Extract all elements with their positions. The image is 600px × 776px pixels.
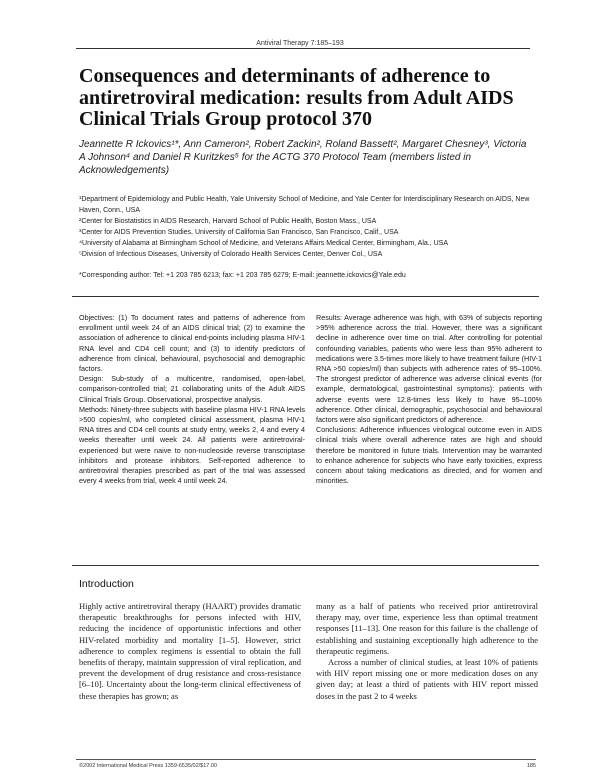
page-number: 185 bbox=[526, 763, 536, 769]
corresponding-author: *Corresponding author: Tel: +1 203 785 6213; fax: +1 203 785 6279; E-mail: jeannette.ickovics@Yale.edu bbox=[79, 272, 406, 279]
intro-paragraph-1: Highly active antiretroviral therapy (HAART) provides dramatic therapeutic breakthroughs for persons infected with HIV, reducing the incidence of opportunistic infections and other HIV-related morbidity and mortality [1–5]. However, strict adherence to complex regimens is essential to obtain the full benefits of therapy, maintain suppression of viral replication, and prevent the development of drug resistance and cross-resistance [6–10]. Uncertainty about the long-term clinical effectiveness of these therapies has grown; as bbox=[79, 601, 301, 701]
intro-left-column bbox=[79, 601, 301, 702]
abstract-right-column bbox=[316, 313, 542, 486]
intro-right-column bbox=[316, 601, 538, 702]
copyright: ©2002 International Medical Press 1359-6535/02/$17.00 bbox=[79, 763, 217, 769]
intro-paragraph-2: Across a number of clinical studies, at least 10% of patients with HIV report missing one or more medication doses on any given day; at least a third of patients with HIV report missed doses in the past 2 to 4 weeks bbox=[316, 657, 538, 701]
affiliation-1: ¹Department of Epidemiology and Public Health, Yale University School of Medicine, and Yale Center for Interdisciplinary Research on AIDS, New Haven, Conn., USA bbox=[79, 196, 530, 214]
affiliation-4: ⁴University of Alabama at Birmingham School of Medicine, and Veterans Affairs Medical Center, Birmingham, Ala., USA bbox=[79, 240, 448, 247]
affiliations bbox=[79, 194, 539, 260]
abstract-conclusions: Conclusions: Adherence influences virological outcome even in AIDS clinical trials where overall adherence rates are high and should therefore be monitored in future trials. Intervention may be warranted to enhance adherence for subjects who have early toxicities, express concern about taking medications as directed, and for women and minorities. bbox=[316, 425, 542, 486]
affiliation-3: ³Center for AIDS Prevention Studies, University of California San Francisco, San Francisco, Calif., USA bbox=[79, 229, 399, 236]
journal-citation: Antiviral Therapy 7:185–193 bbox=[250, 40, 349, 47]
abstract-objectives: Objectives: (1) To document rates and patterns of adherence from enrollment until week 24 of an AIDS clinical trial; (2) to examine the association of adherence to clinical end-points including plasma HIV-1 RNA level and CD4 cell count; and (3) to identify predictors of adherence from clinical, behavioural, psychosocial and demographic factors. bbox=[79, 313, 305, 374]
intro-paragraph-1-cont: many as a half of patients who received prior antiretroviral therapy may, over time, experience less than optimal treatment responses [11–13]. One reason for this failure is the challenge of establishing and sustaining exceptionally high adherence to the therapeutic regimens. bbox=[316, 601, 538, 656]
journal-header bbox=[0, 40, 600, 47]
abstract-left-column bbox=[79, 313, 305, 486]
introduction-heading: Introduction bbox=[79, 578, 134, 590]
affiliation-2: ²Center for Biostatistics in AIDS Research, Harvard School of Public Health, Boston Mass., USA bbox=[79, 218, 377, 225]
affiliation-5: ⁵Division of Infectious Diseases, University of Colorado Health Services Center, Denver Col., USA bbox=[79, 251, 383, 258]
abstract-methods: Methods: Ninety-three subjects with baseline plasma HIV-1 RNA levels >500 copies/ml, who completed clinical assessment, plasma HIV-1 RNA titres and CD4 cell counts at study entry, weeks 2, 4 and every 4 weeks thereafter until week 24. All patients were antiretroviral-experienced but were naive to non-nucleoside reverse transcriptase inhibitors and protease inhibitors. Self-reported adherence to antiretroviral therapies prescribed as part of the trial was assessed every 4 weeks from trial, week 4 until week 24. bbox=[79, 404, 305, 486]
abstract-design: Design: Sub-study of a multicentre, randomised, open-label, comparison-controlled trial; 21 collaborating units of the Adult AIDS Clinical Trials Group. Observational, prospective analysis. bbox=[79, 374, 305, 404]
header-rule bbox=[76, 48, 530, 49]
article-title: Consequences and determinants of adherence to antiretroviral medication: results from Adult AIDS Clinical Trials Group protocol 370 bbox=[79, 65, 514, 130]
author-list: Jeannette R Ickovics¹*, Ann Cameron², Robert Zackin², Roland Bassett², Margaret Chesney³, Victoria A Johnson⁴ and Daniel R Kuritzkes⁵ for the ACTG 370 Protocol Team (members listed in Acknowledgements) bbox=[79, 139, 527, 176]
abstract-results: Results: Average adherence was high, with 63% of subjects reporting >95% adherence across the trial. However, there was a significant decline in adherence over time on trial. After controlling for potential confounding variables, patients who were less than 95% adherent to medications were 3.5-times more likely to have treatment failure (HIV-1 RNA >50 copies/ml) than subjects with adherence rates of 95–100%. The strongest predictor of adherence was adverse clinical events (for example, dermatological, gastrointestinal symptoms): patients with adverse events were 12.8-times less likely to have 95–100% adherence. Other clinical, demographic, psychosocial and behavioural factors were also significant predictors of adherence. bbox=[316, 313, 542, 425]
footer-rule bbox=[76, 759, 536, 760]
